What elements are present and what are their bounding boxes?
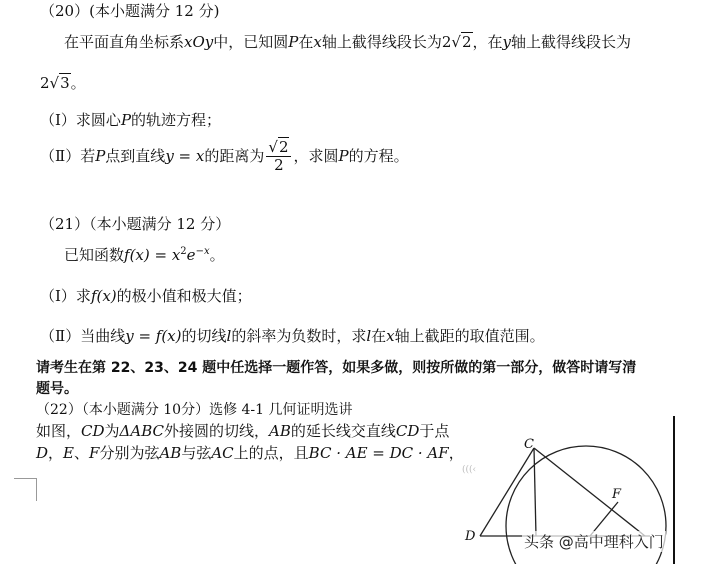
q21-part2-text: 的切线 (181, 327, 227, 345)
q20-radicand: 3 (60, 74, 70, 92)
q20-text: 轴上截得线段长为 (321, 33, 442, 51)
q20-line-equation: y = x (165, 147, 205, 165)
q20-text: 在 (298, 33, 314, 51)
q20-var-p: P (95, 147, 106, 165)
q22-point-f: F (89, 444, 100, 462)
q22-text: 如图， (36, 422, 82, 440)
label-f: F (612, 487, 622, 502)
q22-text: 为 (104, 422, 120, 440)
q20-text: ，在 (472, 33, 503, 51)
q21-text: 已知函数 (64, 246, 125, 264)
q21-part2-text: （Ⅱ）当曲线 (40, 327, 126, 345)
q20-problem-line2 (40, 76, 86, 91)
q21-part2 (40, 329, 545, 344)
q20-var-p: P (338, 147, 349, 165)
q20-part2 (40, 140, 409, 173)
q21-var-l: l (366, 327, 372, 345)
q22-text: 的延长线交直线 (290, 422, 396, 440)
q21-part2-text: 在 (371, 327, 387, 345)
q21-part1-text: 的极小值和极大值； (116, 287, 252, 305)
q21-var-l: l (226, 327, 232, 345)
q21-part2-text: 的斜率为负数时，求 (231, 327, 367, 345)
q20-header: （20）(本小题满分 12 分) (40, 2, 220, 20)
q21-function: f(x) (90, 287, 117, 305)
q20-part2-text: 的方程。 (348, 147, 409, 165)
q20-part1 (40, 113, 221, 128)
q22-text: ， (448, 444, 464, 462)
q21-part1 (40, 289, 252, 304)
q20-part2-text: ，求圆 (293, 147, 339, 165)
q22-text: 上的点，且 (233, 444, 309, 462)
q20-part1-text: （Ⅰ）求圆心 (40, 111, 121, 129)
q22-text: 、 (74, 444, 90, 462)
q22-text: 于点 (419, 422, 450, 440)
label-c: C (524, 437, 534, 452)
q22-text: 与弦 (181, 444, 212, 462)
q22-text: 外接圆的切线， (164, 422, 270, 440)
source-watermark: 头条 @高中理科入门 (524, 533, 664, 551)
q20-distance-fraction (266, 140, 291, 173)
q21-part2-text: 轴上截距的取值范围。 (394, 327, 545, 345)
q20-text: 在平面直角坐标系 (64, 33, 185, 51)
q20-radicand: 2 (278, 138, 289, 156)
q21-var-x: x (386, 327, 395, 345)
q20-var-x: x (313, 33, 322, 51)
q20-coord-system: xOy (184, 33, 214, 51)
q21-part1-text: （Ⅰ）求 (40, 287, 91, 305)
q20-part2-text: 点到直线 (105, 147, 166, 165)
q22-point-e: E (63, 444, 74, 462)
exam-notice-line1: 请考生在第 22、23、24 题中任选择一题作答，如果多做，则按所做的第一部分，做答时请写清 (36, 360, 637, 376)
fraction-denominator: 2 (274, 156, 284, 174)
q20-part1-text: 的轨迹方程； (131, 111, 222, 129)
label-d: D (465, 529, 476, 544)
exam-notice-line2: 题号。 (36, 381, 78, 397)
q22-header: （22）（本小题满分 10分）选修 4-1 几何证明选讲 (36, 402, 353, 418)
figure-faint-mark: (((‹ (462, 465, 477, 475)
sqrt-sign: √ (451, 33, 461, 51)
q22-segment-cd: CD (395, 422, 420, 440)
q22-condition: BC · AE = DC · AF (308, 444, 449, 462)
q21-curve-equation: y = f(x) (125, 327, 182, 345)
fraction-numerator: √2 (266, 140, 291, 157)
q20-var-p: P (120, 111, 132, 129)
q22-segment-ac: AC (211, 444, 234, 462)
q22-text: ， (48, 444, 64, 462)
q22-line2 (36, 446, 464, 461)
q21-given (64, 247, 225, 263)
q20-coef: 2 (40, 74, 50, 92)
q22-point-d: D (36, 444, 49, 462)
chord-ca (534, 448, 645, 536)
q20-text: 。 (70, 74, 86, 92)
chord-cb (534, 448, 536, 536)
q20-problem-line1 (64, 35, 631, 50)
q21-header: （21）（本小题满分 12 分） (40, 215, 231, 233)
q21-euler-e: e (186, 246, 196, 264)
q22-segment-ab: AB (159, 444, 182, 462)
page-corner-mark (14, 478, 37, 501)
sqrt-sign: √ (49, 74, 60, 92)
q20-var-y: y (502, 33, 512, 51)
q20-part2-text: 的距离为 (204, 147, 265, 165)
q22-segment-cd: CD (81, 422, 105, 440)
tangent-line-cd (480, 448, 534, 536)
q21-function: f(x) = x (124, 246, 181, 264)
q20-text: 中，已知圆 (213, 33, 289, 51)
q22-segment-ab: AB (269, 422, 291, 440)
q20-part2-text: （Ⅱ）若 (40, 147, 96, 165)
q20-coef: 2 (441, 33, 452, 51)
q20-text: 轴上截得线段长为 (511, 33, 632, 51)
q22-line1 (36, 424, 449, 439)
page-edge-bar (673, 416, 675, 564)
q20-radicand: 2 (461, 33, 472, 51)
q21-text: 。 (209, 246, 225, 264)
q21-exponent: −x (195, 246, 210, 257)
q21-exponent: 2 (180, 246, 187, 257)
q20-var-p: P (288, 33, 299, 51)
q22-triangle-abc: ΔABC (119, 422, 164, 440)
q22-text: 分别为弦 (99, 444, 160, 462)
